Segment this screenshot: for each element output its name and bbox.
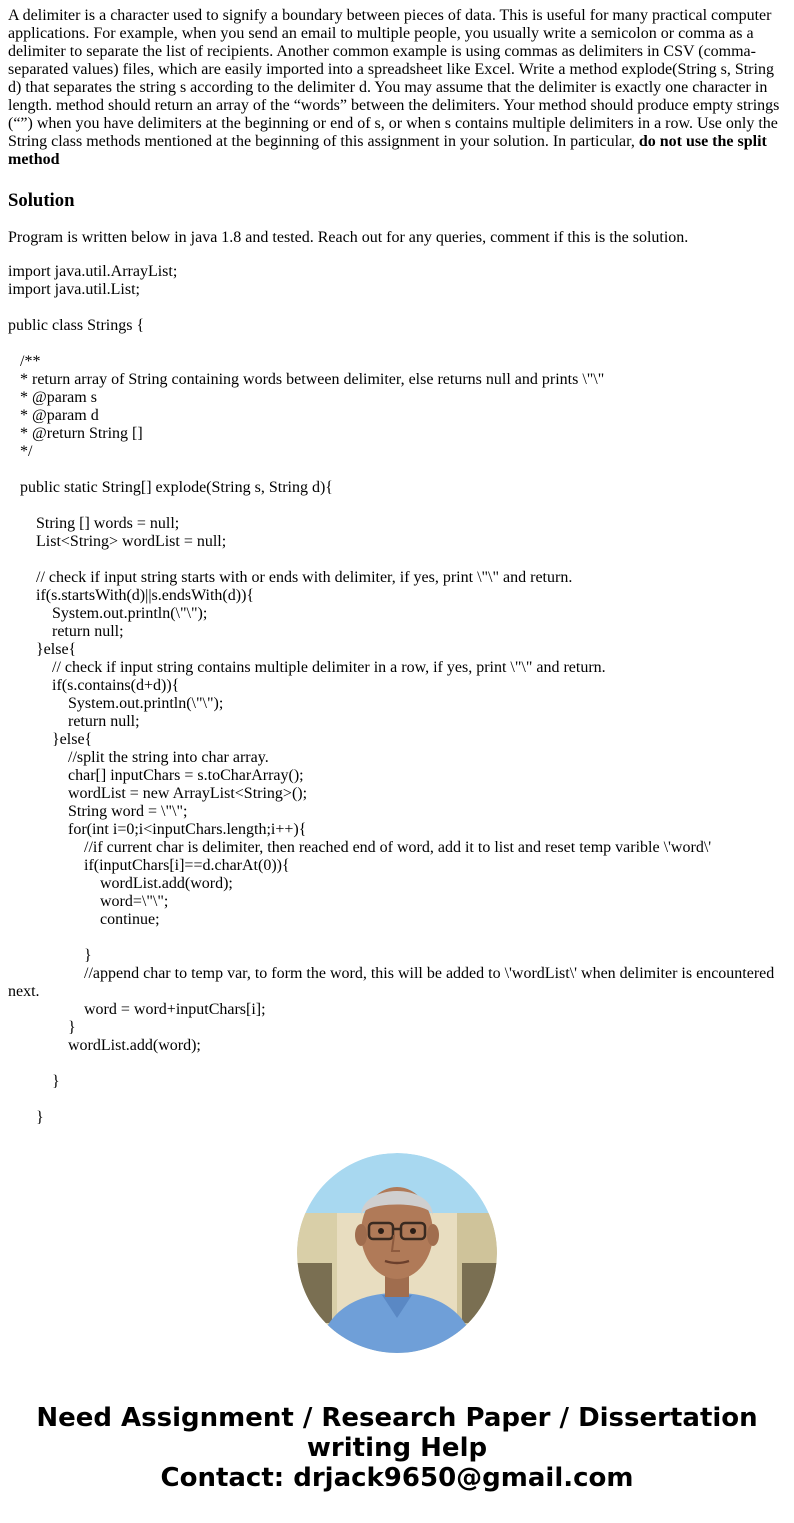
code-line: public static String[] explode(String s, String d){ [8, 479, 333, 496]
code-line: continue; [8, 911, 160, 928]
code-line: wordList.add(word); [8, 875, 233, 892]
code-line: //append char to temp var, to form the word, this will be added to \'wordList\' when delimiter is encountered next. [8, 965, 779, 1000]
code-line [8, 497, 782, 515]
question-body: A delimiter is a character used to signify a boundary between pieces of data. This is useful for many practical computer applications. For example, when you send an email to multiple people, you usually write a semicolon or comma as a delimiter to separate the list of recipients. Another common example is using commas as delimiters in CSV (comma-separated values) files, which are easily imported into a spreadsheet like Excel. Write a method explode(String s, String d) that separates the string s according to the delimiter d. You may assume that the delimiter is exactly one character in length. method should return an array of the “words” between the delimiters. Your method should produce empty strings (“”) when you have delimiters at the beginning or end of s, or when s contains multiple delimiters in a row. Use only the String class methods mentioned at the beginning of this assignment in your solution. In particular, [8, 7, 780, 150]
code-line [8, 551, 782, 569]
code-line: System.out.println(\"\"); [8, 695, 224, 712]
document-content [8, 7, 782, 1127]
code-line: * return array of String containing words between delimiter, else returns null and prints \"\" [8, 371, 605, 388]
promo-footer [0, 1403, 794, 1493]
author-avatar [297, 1153, 497, 1353]
code-line [8, 1091, 782, 1109]
code-line: /** [8, 353, 41, 370]
code-line: */ [8, 443, 33, 460]
code-line: word=\"\"; [8, 893, 169, 910]
code-line: } [8, 1019, 76, 1036]
code-line: * @return String [] [8, 425, 143, 442]
code-line: }else{ [8, 731, 93, 748]
code-line: public class Strings { [8, 317, 145, 334]
code-line [8, 461, 782, 479]
code-line: }else{ [8, 641, 77, 658]
code-line: // check if input string starts with or ends with delimiter, if yes, print \"\" and return. [8, 569, 573, 586]
code-line: } [8, 1109, 44, 1126]
code-block [8, 263, 782, 1127]
code-line: word = word+inputChars[i]; [8, 1001, 266, 1018]
code-line [8, 1055, 782, 1073]
promo-line-1: Need Assignment / Research Paper / Dissertation [36, 1403, 758, 1433]
code-line: if(inputChars[i]==d.charAt(0)){ [8, 857, 290, 874]
solution-intro: Program is written below in java 1.8 and tested. Reach out for any queries, comment if this is the solution. [8, 229, 689, 246]
code-line: } [8, 1073, 60, 1090]
code-line [8, 335, 782, 353]
promo-line-2: writing Help [306, 1433, 488, 1463]
code-line: // check if input string contains multiple delimiter in a row, if yes, print \"\" and return. [8, 659, 606, 676]
code-line: if(s.contains(d+d)){ [8, 677, 180, 694]
code-line: } [8, 947, 92, 964]
author-portrait-image [297, 1153, 497, 1353]
promo-contact: Contact: drjack9650@gmail.com [160, 1463, 634, 1493]
code-line: List<String> wordList = null; [8, 533, 227, 550]
code-line: String word = \"\"; [8, 803, 188, 820]
code-line: import java.util.ArrayList; [8, 263, 178, 280]
code-line: char[] inputChars = s.toCharArray(); [8, 767, 304, 784]
code-line [8, 299, 782, 317]
code-line: return null; [8, 623, 124, 640]
code-line: wordList.add(word); [8, 1037, 201, 1054]
solution-heading: Solution [8, 190, 75, 211]
code-line: import java.util.List; [8, 281, 140, 298]
code-line [8, 929, 782, 947]
code-line: wordList = new ArrayList<String>(); [8, 785, 308, 802]
code-line: System.out.println(\"\"); [8, 605, 208, 622]
code-line: //if current char is delimiter, then reached end of word, add it to list and reset temp varible \'word\' [8, 839, 712, 856]
code-line: for(int i=0;i<inputChars.length;i++){ [8, 821, 307, 838]
code-line: //split the string into char array. [8, 749, 269, 766]
code-line: return null; [8, 713, 140, 730]
question-text [8, 7, 782, 169]
code-line: * @param s [8, 389, 97, 406]
code-line: String [] words = null; [8, 515, 180, 532]
code-line: if(s.startsWith(d)||s.endsWith(d)){ [8, 587, 255, 604]
question-bold-instruction: do not use the split method [8, 133, 767, 168]
code-line: * @param d [8, 407, 99, 424]
